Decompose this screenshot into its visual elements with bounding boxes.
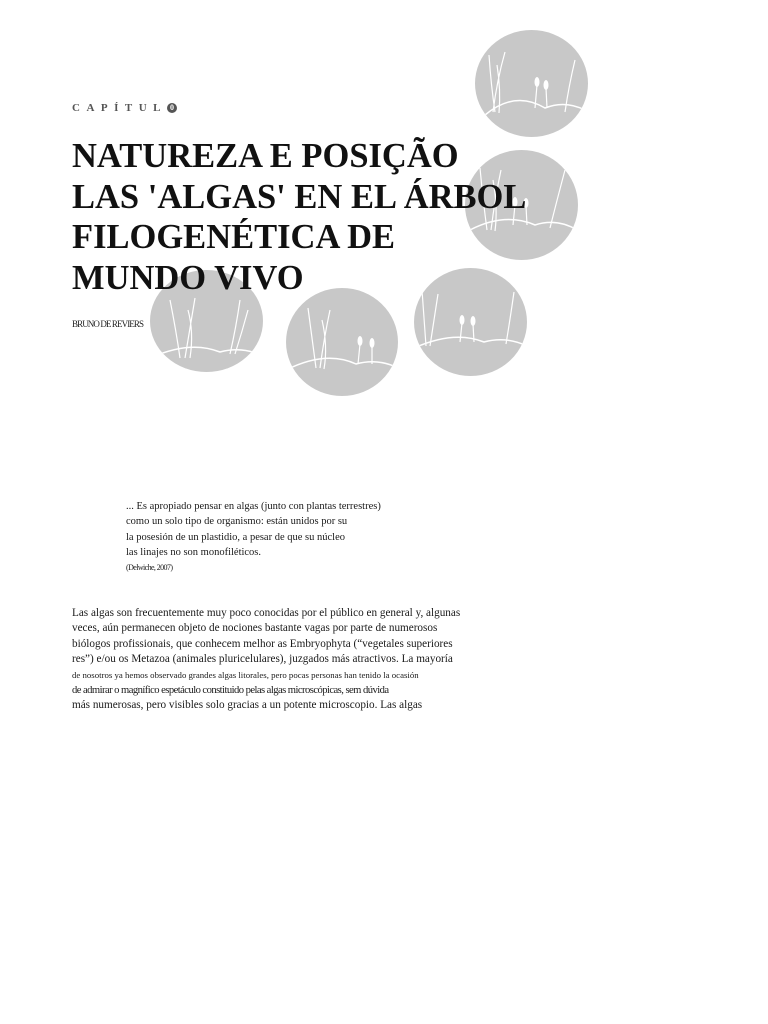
title-line: MUNDO VIVO xyxy=(72,258,304,297)
body-line: Las algas son frecuentemente muy poco conocidas por el público en general y, algunas xyxy=(72,607,461,619)
title-line: LAS 'ALGAS' EN EL ÁRBOL xyxy=(72,177,527,216)
body-line: res”) e/ou os Metazoa (animales pluricelulares), juzgados más atractivos. La mayoría xyxy=(72,653,453,666)
chapter-label xyxy=(72,102,177,114)
seaweed-illustration-circle-1 xyxy=(475,30,588,137)
author-name: BRUNO DE REVIERS xyxy=(72,319,144,329)
body-line: de admirar o magnífico espetáculo constituido pelas algas microscópicas, sem dúvida xyxy=(72,685,389,697)
epigraph-line: como un solo tipo de organismo: están unidos por su xyxy=(126,516,348,528)
chapter-number: 0 xyxy=(167,103,177,113)
seaweed-icon xyxy=(475,30,588,137)
epigraph xyxy=(126,499,381,576)
chapter-title xyxy=(72,136,526,298)
epigraph-line: las linajes no son monofiléticos. xyxy=(126,546,262,558)
body-line: biólogos profissionais, que conhecem melhor as Embryophyta (“vegetales superiores xyxy=(72,637,453,650)
body-line: más numerosas, pero visibles solo gracias a un potente microscopio. Las algas xyxy=(72,699,423,712)
epigraph-line: ... Es apropiado pensar en algas (junto con plantas terrestres) xyxy=(126,501,381,512)
epigraph-line: la posesión de un plastidio, a pesar de que su núcleo xyxy=(126,531,345,543)
body-line: veces, aún permanecen objeto de nociones bastante vagas por parte de numerosos xyxy=(72,622,438,635)
title-line: FILOGENÉTICA DE xyxy=(72,218,396,256)
title-line: NATUREZA E POSIÇÃO xyxy=(72,137,459,175)
seaweed-illustration-circle-4 xyxy=(286,288,398,396)
epigraph-citation: (Delwiche, 2007) xyxy=(126,563,173,573)
body-line: de nosotros ya hemos observado grandes algas litorales, pero pocas personas han tenido la ocasión xyxy=(72,669,419,680)
seaweed-icon xyxy=(286,288,398,396)
chapter-label-text: CAPÍTUL xyxy=(72,102,168,114)
body-paragraph xyxy=(72,606,460,714)
